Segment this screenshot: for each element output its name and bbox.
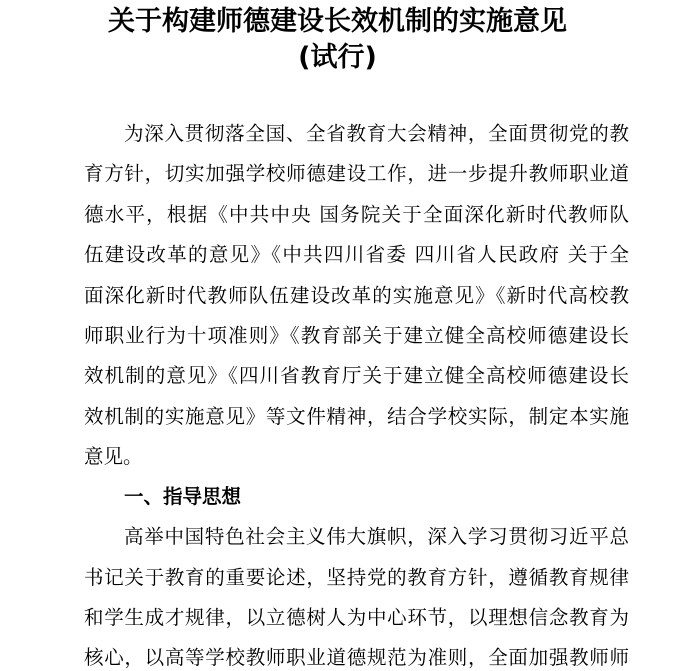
- intro-paragraph-line: 效机制的意见》《四川省教育厅关于建立健全高校师德建设长: [84, 364, 629, 387]
- document-subtitle: (试行): [298, 42, 377, 73]
- intro-paragraph-line: 面深化新时代教师队伍建设改革的实施意见》《新时代高校教: [84, 284, 629, 307]
- intro-paragraph-line: 德水平，根据《中共中央 国务院关于全面深化新时代教师队: [84, 203, 629, 226]
- intro-paragraph-line: 为深入贯彻落全国、全省教育大会精神，全面贯彻党的教: [124, 122, 629, 145]
- section-paragraph-line: 核心，以高等学校教师职业道德规范为准则，全面加强教师师: [84, 646, 629, 669]
- document-title: 关于构建师德建设长效机制的实施意见: [108, 6, 567, 37]
- section-paragraph-line: 高举中国特色社会主义伟大旗帜，深入学习贯彻习近平总: [124, 525, 629, 548]
- intro-paragraph-line: 伍建设改革的意见》《中共四川省委 四川省人民政府 关于全: [84, 243, 629, 266]
- intro-paragraph-line: 育方针，切实加强学校师德建设工作，进一步提升教师职业道: [84, 162, 629, 185]
- section-paragraph-line: 书记关于教育的重要论述，坚持党的教育方针，遵循教育规律: [84, 566, 629, 589]
- section-paragraph-line: 和学生成才规律，以立德树人为中心环节，以理想信念教育为: [84, 606, 629, 629]
- intro-paragraph-line: 效机制的实施意见》等文件精神，结合学校实际，制定本实施: [84, 405, 629, 428]
- intro-paragraph-line: 意见。: [84, 445, 143, 468]
- section-heading: 一、指导思想: [124, 485, 242, 508]
- intro-paragraph-line: 师职业行为十项准则》《教育部关于建立健全高校师德建设长: [84, 324, 629, 347]
